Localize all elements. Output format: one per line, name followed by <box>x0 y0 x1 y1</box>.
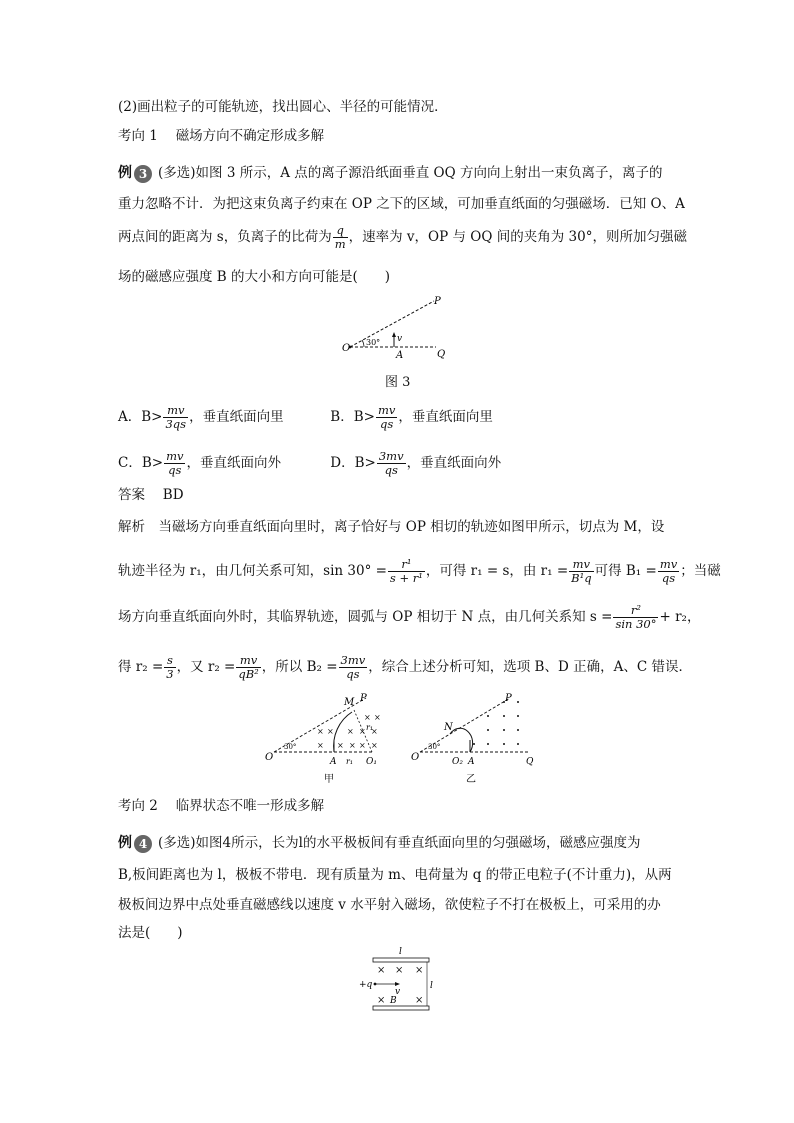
svg-text:×: × <box>377 965 386 976</box>
example-prefix: 例 <box>118 165 132 181</box>
example-4-line-2: B,板间距离也为 l，极板不带电．现有质量为 m、电荷量为 q 的带正电粒子(不计重力)，从两 <box>118 867 672 883</box>
svg-text:×: × <box>371 741 378 750</box>
analysis-line-2: 轨迹半径为 r₁，由几何关系可知，sin 30° = $\frac{\text{r¹}}{\text{s + r¹}}$ ，可得 r₁ = s，由 r₁ = $\frac{mv}{\text{B¹q}}$ 可得 B₁ = $\frac{mv}{qs}$ ；当磁 <box>118 557 721 585</box>
answer-label: 答案 <box>118 487 145 503</box>
label-v: v <box>397 334 403 344</box>
svg-text:O₁: O₁ <box>366 757 377 767</box>
svg-text:P: P <box>360 693 367 704</box>
svg-text:O: O <box>411 752 420 763</box>
svg-text:B: B <box>390 996 397 1006</box>
svg-text:×: × <box>364 713 371 722</box>
figure-jia <box>262 690 392 785</box>
option-b: B．B> $\frac{mv}{qs}$ ，垂直纸面向里 <box>330 403 493 431</box>
svg-text:×: × <box>371 727 378 736</box>
svg-text:×: × <box>347 727 354 736</box>
svg-text:30°: 30° <box>284 743 297 751</box>
svg-text:A: A <box>330 757 337 767</box>
analysis-line-3: 场方向垂直纸面向外时，其临界轨迹，圆弧与 OP 相切于 N 点，由几何关系知 s = $\frac{\text{r²}}{\sin 30^\circ}$ + r₂， <box>118 603 701 631</box>
svg-text:P: P <box>505 693 512 704</box>
direction-1-heading <box>118 127 324 145</box>
figure-3-caption: 图 3 <box>385 375 411 390</box>
svg-text:×: × <box>317 727 324 736</box>
svg-text:N: N <box>444 722 453 733</box>
svg-text:r₁: r₁ <box>346 757 354 766</box>
svg-text:×: × <box>374 713 381 722</box>
example-number-badge: 3 <box>134 165 152 183</box>
label-q: Q <box>437 349 446 360</box>
example-3-line-1 <box>118 164 662 183</box>
svg-text:×: × <box>337 741 344 750</box>
label-angle: 30° <box>366 338 381 347</box>
svg-text:×: × <box>395 965 404 976</box>
svg-text:×: × <box>327 727 334 736</box>
line-op <box>350 301 434 347</box>
angle-arc <box>362 340 364 347</box>
answer-line <box>118 486 184 504</box>
svg-text:O₂: O₂ <box>452 757 463 767</box>
figure-yi-caption: 乙 <box>466 774 476 785</box>
svg-text:r₁: r₁ <box>366 723 374 732</box>
svg-text:×: × <box>317 741 324 750</box>
svg-text:+q: +q <box>359 980 373 990</box>
direction-2-heading <box>118 797 324 815</box>
svg-text:×: × <box>415 995 424 1006</box>
svg-text:O: O <box>265 752 274 763</box>
svg-text:l: l <box>430 981 433 991</box>
option-a: A．B> $\frac{mv}{3qs}$ ，垂直纸面向里 <box>118 403 284 431</box>
label-p: P <box>434 296 441 307</box>
direction-2-title: 临界状态不唯一形成多解 <box>175 798 325 814</box>
answer-value: BD <box>162 487 184 503</box>
options-row-1 <box>118 404 493 431</box>
figure-3 <box>330 294 460 364</box>
direction-1-title: 磁场方向不确定形成多解 <box>175 128 325 144</box>
option-c: C．B> $\frac{mv}{qs}$ ，垂直纸面向外 <box>118 449 281 477</box>
intro-line: (2)画出粒子的可能轨迹，找出圆心、半径的可能情况． <box>118 99 448 115</box>
example-4-number-badge: 4 <box>134 835 152 853</box>
example-4-line-1: 例 4 (多选)如图4所示，长为l的水平极板间有垂直纸面向里的匀强磁场，磁感应强度为 <box>118 835 641 851</box>
charge-mass-fraction: $\frac{q}{m}$ <box>334 223 346 251</box>
svg-text:v: v <box>395 987 401 997</box>
svg-text:×: × <box>415 965 424 976</box>
svg-text:30°: 30° <box>428 743 441 751</box>
example-4-prefix: 例 <box>118 835 132 851</box>
direction-1-label: 考向 1 <box>118 128 158 144</box>
svg-text:A: A <box>468 757 475 767</box>
figure-jia-caption: 甲 <box>324 774 334 785</box>
figure-4 <box>355 944 445 1024</box>
example-3-line-2: 重力忽略不计．为把这束负离子约束在 OP 之下的区域，可加垂直纸面的匀强磁场．已知 O、A <box>118 196 685 212</box>
label-a: A <box>396 350 404 361</box>
example-4-line-3: 极板间边界中点处垂直磁感线以速度 v 水平射入磁场，欲使粒子不打在极板上，可采用的办 <box>118 897 661 913</box>
example-3-line-3: 两点间的距离为 s，负离子的比荷为 $\frac{q}{m}$ ，速率为 v，OP 与 OQ 间的夹角为 30°，则所加匀强磁 <box>118 223 687 251</box>
figure-yi <box>408 690 538 785</box>
analysis-line-4: 得 r₂ = $\frac{s}{3}$ ，又 r₂ = $\frac{mv}{\text{qB²}}$ ，所以 B₂ = $\frac{3mv}{qs}$ ，综合上述分析可知，选项 B、D 正确，A、C 错误． <box>118 653 692 681</box>
label-o: O <box>342 343 351 354</box>
svg-text:l: l <box>399 947 402 957</box>
example-3-text-1: (多选)如图 3 所示，A 点的离子源沿纸面垂直 OQ 方向向上射出一束负离子，离子的 <box>158 165 663 181</box>
svg-text:×: × <box>377 995 386 1006</box>
direction-2-label: 考向 2 <box>118 798 158 814</box>
analysis-line-1: 解析 当磁场方向垂直纸面向里时，离子恰好与 OP 相切的轨迹如图甲所示，切点为 M，设 <box>118 519 665 535</box>
svg-text:×: × <box>359 741 366 750</box>
analysis-label: 解析 <box>118 519 145 535</box>
svg-text:M: M <box>344 697 355 708</box>
svg-text:Q: Q <box>526 757 534 767</box>
svg-text:×: × <box>359 727 366 736</box>
example-3-line-4: 场的磁感应强度 B 的大小和方向可能是( ) <box>118 269 391 285</box>
svg-text:×: × <box>349 741 356 750</box>
options-row-2 <box>118 450 501 477</box>
option-d: D．B> $\frac{3mv}{qs}$ ，垂直纸面向外 <box>330 449 502 477</box>
example-4-line-4: 法是( ) <box>118 925 183 941</box>
